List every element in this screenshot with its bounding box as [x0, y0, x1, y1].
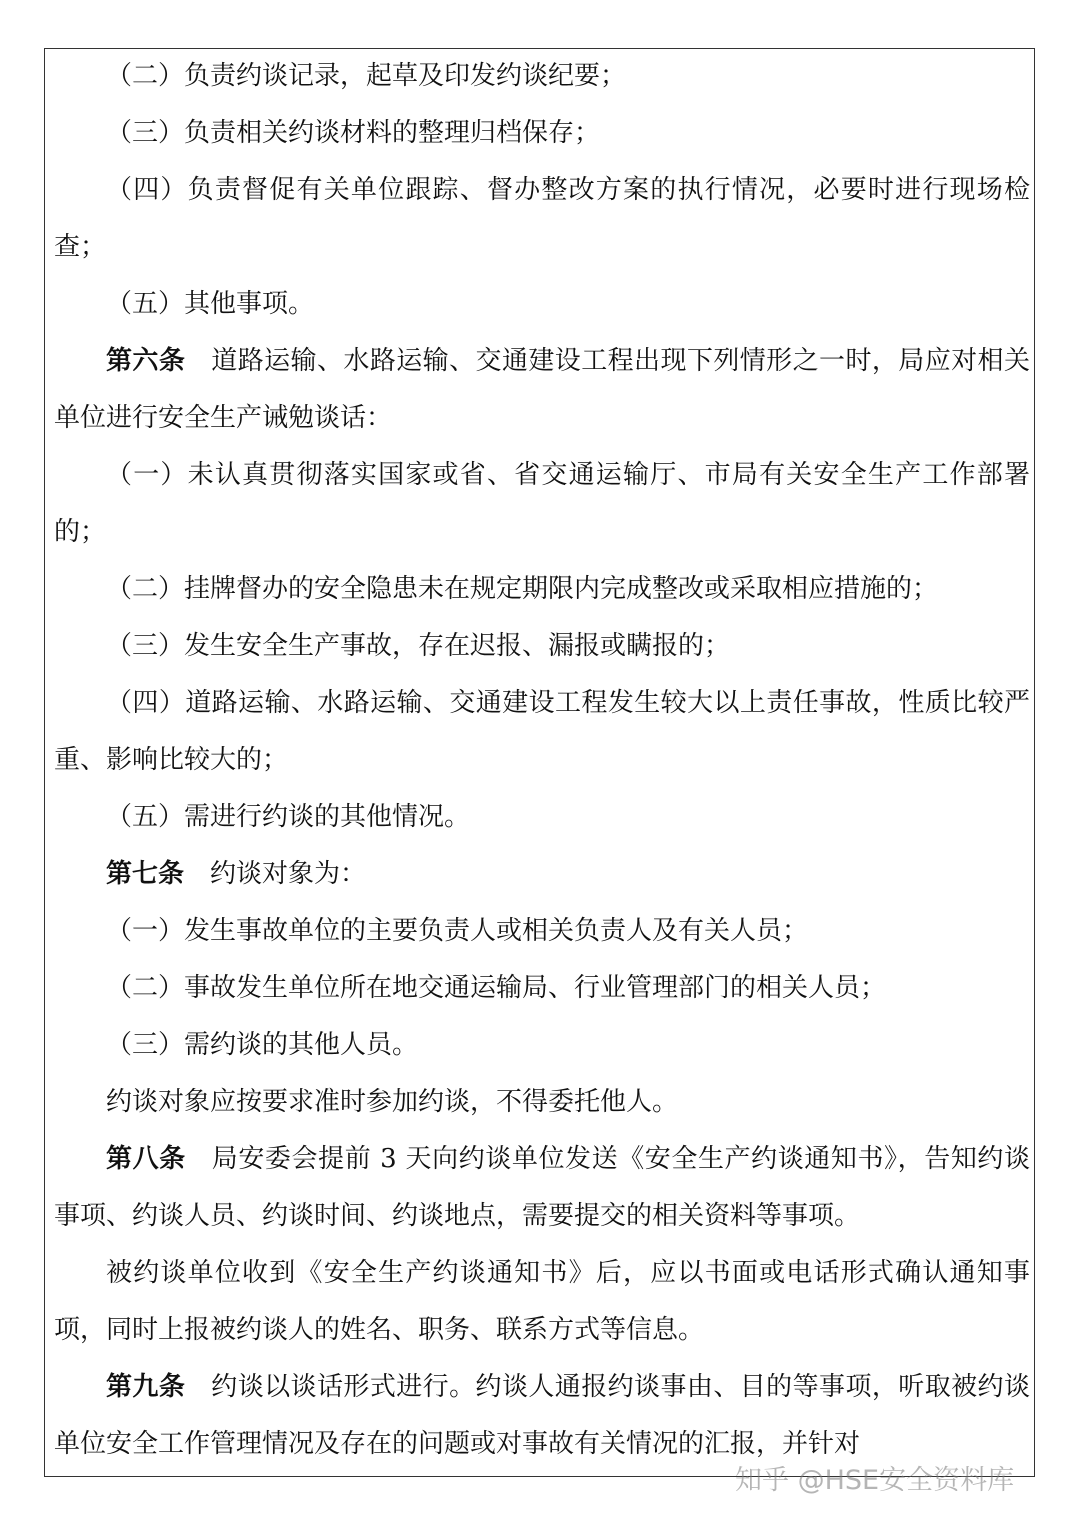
- paragraph-17: 被约谈单位收到《安全生产约谈通知书》后，应以书面或电话形式确认通知事项，同时上报被约谈人的姓名、职务、联系方式等信息。: [54, 1258, 1030, 1345]
- paragraph-3: （四）负责督促有关单位跟踪、督办整改方案的执行情况，必要时进行现场检查；: [54, 175, 1030, 262]
- paragraph-2: （三）负责相关约谈材料的整理归档保存；: [106, 118, 601, 148]
- paragraph-13: （二）事故发生单位所在地交通运输局、行业管理部门的相关人员；: [106, 973, 887, 1003]
- paragraph-9: （四）道路运输、水路运输、交通建设工程发生较大以上责任事故，性质比较严重、影响比较大的；: [54, 688, 1030, 775]
- article-7-label: 第七条: [106, 859, 185, 889]
- paragraph-1: （二）负责约谈记录，起草及印发约谈纪要；: [106, 61, 627, 91]
- article-6-label: 第六条: [106, 346, 186, 376]
- paragraph-14: （三）需约谈的其他人员。: [106, 1030, 419, 1060]
- paragraph-7: （二）挂牌督办的安全隐患未在规定期限内完成整改或采取相应措施的；: [106, 574, 939, 604]
- document-body: [54, 48, 1030, 1473]
- article-6-paragraph: 第六条 道路运输、水路运输、交通建设工程出现下列情形之一时，局应对相关单位进行安全生产诫勉谈话：: [54, 346, 1030, 433]
- paragraph-8: （三）发生安全生产事故，存在迟报、漏报或瞒报的；: [106, 631, 731, 661]
- article-9-label: 第九条: [106, 1372, 186, 1402]
- article-8-label: 第八条: [106, 1144, 186, 1174]
- article-7-paragraph: 第七条 约谈对象为：: [106, 859, 367, 889]
- article-9-paragraph: 第九条 约谈以谈话形式进行。约谈人通报约谈事由、目的等事项，听取被约谈单位安全工作管理情况及存在的问题或对事故有关情况的汇报，并针对: [54, 1372, 1030, 1459]
- zhihu-watermark: 知乎 @HSE安全资料库: [735, 1465, 1015, 1496]
- paragraph-6: （一）未认真贯彻落实国家或省、省交通运输厅、市局有关安全生产工作部署的；: [54, 460, 1030, 547]
- paragraph-12: （一）发生事故单位的主要负责人或相关负责人及有关人员；: [106, 916, 809, 946]
- paragraph-4: （五）其他事项。: [106, 289, 315, 319]
- paragraph-15: 约谈对象应按要求准时参加约谈，不得委托他人。: [106, 1087, 679, 1117]
- paragraph-10: （五）需进行约谈的其他情况。: [106, 802, 471, 832]
- article-8-paragraph: 第八条 局安委会提前 3 天向约谈单位发送《安全生产约谈通知书》，告知约谈事项、约谈人员、约谈时间、约谈地点，需要提交的相关资料等事项。: [54, 1144, 1030, 1231]
